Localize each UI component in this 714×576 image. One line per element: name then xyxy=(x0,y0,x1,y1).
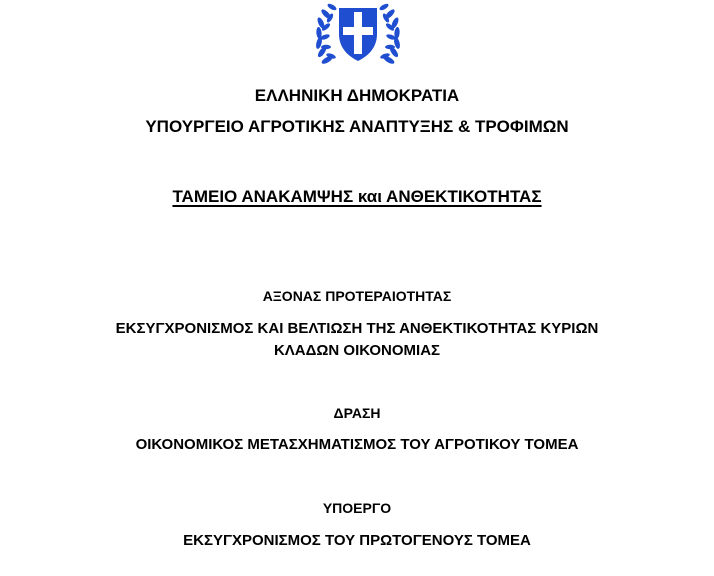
action-label: ΔΡΑΣΗ xyxy=(333,405,381,421)
subproject-label: ΥΠΟΕΡΓΟ xyxy=(322,500,392,516)
subproject-value: ΕΚΣΥΓΧΡΟΝΙΣΜΟΣ ΤΟΥ ΠΡΩΤΟΓΕΝΟΥΣ ΤΟΜΕΑ xyxy=(183,532,531,549)
priority-axis-value-line1: ΕΚΣΥΓΧΡΟΝΙΣΜΟΣ ΚΑΙ ΒΕΛΤΙΩΣΗ ΤΗΣ ΑΝΘΕΚΤΙΚΟΤΗΤΑΣ ΚΥΡΙΩΝ xyxy=(115,320,599,337)
greek-coat-of-arms-icon xyxy=(311,0,405,66)
ministry-title: ΥΠΟΥΡΓΕΙΟ ΑΓΡΟΤΙΚΗΣ ΑΝΑΠΤΥΞΗΣ & ΤΡΟΦΙΜΩΝ xyxy=(145,117,569,136)
action-value: ΟΙΚΟΝΟΜΙΚΟΣ ΜΕΤΑΣΧΗΜΑΤΙΣΜΟΣ ΤΟΥ ΑΓΡΟΤΙΚΟΥ ΤΟΜΕΑ xyxy=(135,436,579,453)
country-title: ΕΛΛΗΝΙΚΗ ΔΗΜΟΚΡΑΤΙΑ xyxy=(254,86,460,105)
priority-axis-label: ΑΞΟΝΑΣ ΠΡΟΤΕΡΑΙΟΤΗΤΑΣ xyxy=(262,288,452,304)
fund-title: ΤΑΜΕΙΟ ΑΝΑΚΑΜΨΗΣ και ΑΝΘΕΚΤΙΚΟΤΗΤΑΣ xyxy=(172,187,542,206)
priority-axis-value-line2: ΚΛΑΔΩΝ ΟΙΚΟΝΟΜΙΑΣ xyxy=(273,342,441,359)
